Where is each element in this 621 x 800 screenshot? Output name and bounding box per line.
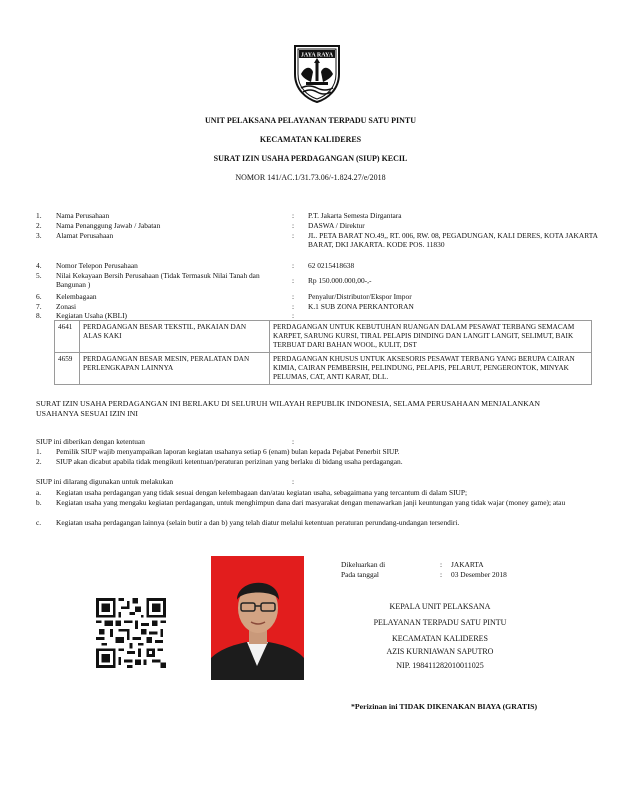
field-colon: : [292, 477, 295, 486]
field-colon: : [292, 231, 295, 240]
field-value: Rp 150.000.000,00-,- [308, 276, 372, 285]
field-label: Alamat Perusahaan [56, 231, 114, 240]
list-text: SIUP akan dicabut apabila tidak mengikuti ketentuan/peraturan perizinan yang berlaku di bidang usaha perdagangan. [56, 457, 403, 466]
list-number: b. [36, 498, 42, 507]
fee-note: *Perizinan ini TIDAK DIKENAKAN BIAYA (GRATIS) [351, 702, 538, 711]
field-colon: : [292, 211, 295, 220]
field-number: 2. [36, 221, 42, 230]
prohibitions-heading: SIUP ini dilarang digunakan untuk melakukan [36, 477, 174, 486]
field-colon: : [440, 570, 443, 579]
field-colon: : [440, 560, 443, 569]
field-label: Zonasi [56, 302, 77, 311]
field-value: 62 0215418638 [308, 261, 355, 270]
list-number: a. [36, 488, 42, 497]
district-title: KECAMATAN KALIDERES [259, 135, 362, 144]
field-label: Kegiatan Usaha (KBLI) [56, 311, 128, 320]
field-label: Nama Perusahaan [56, 211, 110, 220]
list-number: 2. [36, 457, 42, 466]
field-number: 6. [36, 292, 42, 301]
field-colon: : [292, 261, 295, 270]
signatory-nip: NIP. 198411282010011025 [396, 661, 484, 670]
field-number: 8. [36, 311, 42, 320]
list-text: Kegiatan usaha perdagangan yang tidak sesuai dengan kelembagaan dan/atau kegiatan usaha, sebagaimana yang tercantum di dalam SIUP; [56, 488, 468, 497]
issued-place-value: JAKARTA [451, 560, 484, 569]
kbli-description: PERDAGANGAN UNTUK KEBUTUHAN RUANGAN DALAM PESAWAT TERBANG SEMACAM KARPET, SARUNG KURSI, TIRAL PELAPIS DINDING DAN LANGIT LANGIT, SELIMUT, BAIK TERBUAT DARI BAHAN WOOL, KULIT, DST [270, 321, 592, 353]
portrait-photo [211, 556, 304, 680]
field-number: 3. [36, 231, 42, 240]
field-number: 4. [36, 261, 42, 270]
list-number: c. [36, 518, 42, 527]
field-colon: : [292, 302, 295, 311]
field-number: 1. [36, 211, 42, 220]
field-number: 7. [36, 302, 42, 311]
qr-code-icon [96, 598, 166, 668]
table-row [55, 321, 592, 353]
unit-title: UNIT PELAKSANA PELAYANAN TERPADU SATU PINTU [204, 116, 417, 125]
kbli-name: PERDAGANGAN BESAR MESIN, PERALATAN DAN PERLENGKAPAN LAINNYA [80, 353, 270, 385]
field-colon: : [292, 311, 295, 320]
signatory-block [340, 599, 540, 647]
list-number: 1. [36, 447, 42, 456]
signatory-title-line1: KEPALA UNIT PELAKSANA [389, 602, 491, 611]
list-text: Kegiatan usaha yang mengaku kegiatan perdagangan, untuk menghimpun dana dari masyarakat dengan menawarkan janji keuntungan yang tidak wajar (money game); atau [56, 498, 566, 507]
validity-statement: SURAT IZIN USAHA PERDAGANGAN INI BERLAKU DI SELURUH WILAYAH REPUBLIK INDONESIA, SELAMA PERUSAHAAN MENJALANKAN USAHANYA SESUAI IZIN INI [36, 399, 541, 419]
field-value: Penyalur/Distributor/Ekspor Impor [308, 292, 412, 301]
field-label: Kelembagaan [56, 292, 97, 301]
table-row [55, 353, 592, 385]
field-number: 5. [36, 271, 42, 280]
field-label: Nama Penanggung Jawab / Jabatan [56, 221, 161, 230]
emblem-text: JAYA RAYA [300, 52, 334, 59]
signatory-title-line3: KECAMATAN KALIDERES [391, 634, 489, 643]
signatory-name: AZIS KURNIAWAN SAPUTRO [386, 647, 494, 656]
list-text: Kegiatan usaha perdagangan lainnya (selain butir a dan b) yang telah diatur melalui ketentuan peraturan perundang-undangan tersendiri. [56, 518, 460, 527]
document-title: SURAT IZIN USAHA PERDAGANGAN (SIUP) KECIL [213, 154, 408, 163]
field-value: DASWA / Direktur [308, 221, 365, 230]
field-colon: : [292, 437, 295, 446]
kbli-code: 4659 [55, 353, 80, 385]
document-number: NOMOR 141/AC.1/31.73.06/-1.824.27/e/2018 [235, 173, 386, 182]
field-colon: : [292, 276, 295, 285]
issued-date-label: Pada tanggal [341, 570, 379, 579]
field-value: JL. PETA BARAT NO.49,, RT. 006, RW. 08, PEGADUNGAN, KALI DERES, KOTA JAKARTA BARAT, DKI JAKARTA. KODE POS. 11830 [308, 231, 598, 250]
field-label: Nilai Kekayaan Bersih Perusahaan (Tidak Termasuk Nilai Tanah dan Bangunan ) [56, 271, 260, 290]
kbli-name: PERDAGANGAN BESAR TEKSTIL, PAKAIAN DAN ALAS KAKI [80, 321, 270, 353]
issued-place-label: Dikeluarkan di [341, 560, 386, 569]
kbli-description: PERDAGANGAN KHUSUS UNTUK AKSESORIS PESAWAT TERBANG YANG BERUPA CAIRAN KIMIA, CAIRAN PEMBERSIH, PELINDUNG, PELAPIS, PELARUT, PENGERONTOK, MINYAK PELUMAS, CAT, ANTI KARAT, DLL. [270, 353, 592, 385]
kbli-table [54, 320, 592, 385]
issued-date-value: 03 Desember 2018 [451, 570, 507, 579]
field-colon: : [292, 221, 295, 230]
jakarta-emblem-icon [291, 44, 343, 104]
signatory-title-line2: PELAYANAN TERPADU SATU PINTU [373, 618, 507, 627]
kbli-code: 4641 [55, 321, 80, 353]
field-value: K.1 SUB ZONA PERKANTORAN [308, 302, 414, 311]
list-text: Pemilik SIUP wajib menyampaikan laporan kegiatan usahanya setiap 6 (enam) bulan kepada Pejabat Penerbit SIUP. [56, 447, 400, 456]
field-colon: : [292, 292, 295, 301]
field-value: P.T. Jakarta Semesta Dirgantara [308, 211, 402, 220]
conditions-heading: SIUP ini diberikan dengan ketentuan [36, 437, 145, 446]
field-label: Nomor Telepon Perusahaan [56, 261, 138, 270]
